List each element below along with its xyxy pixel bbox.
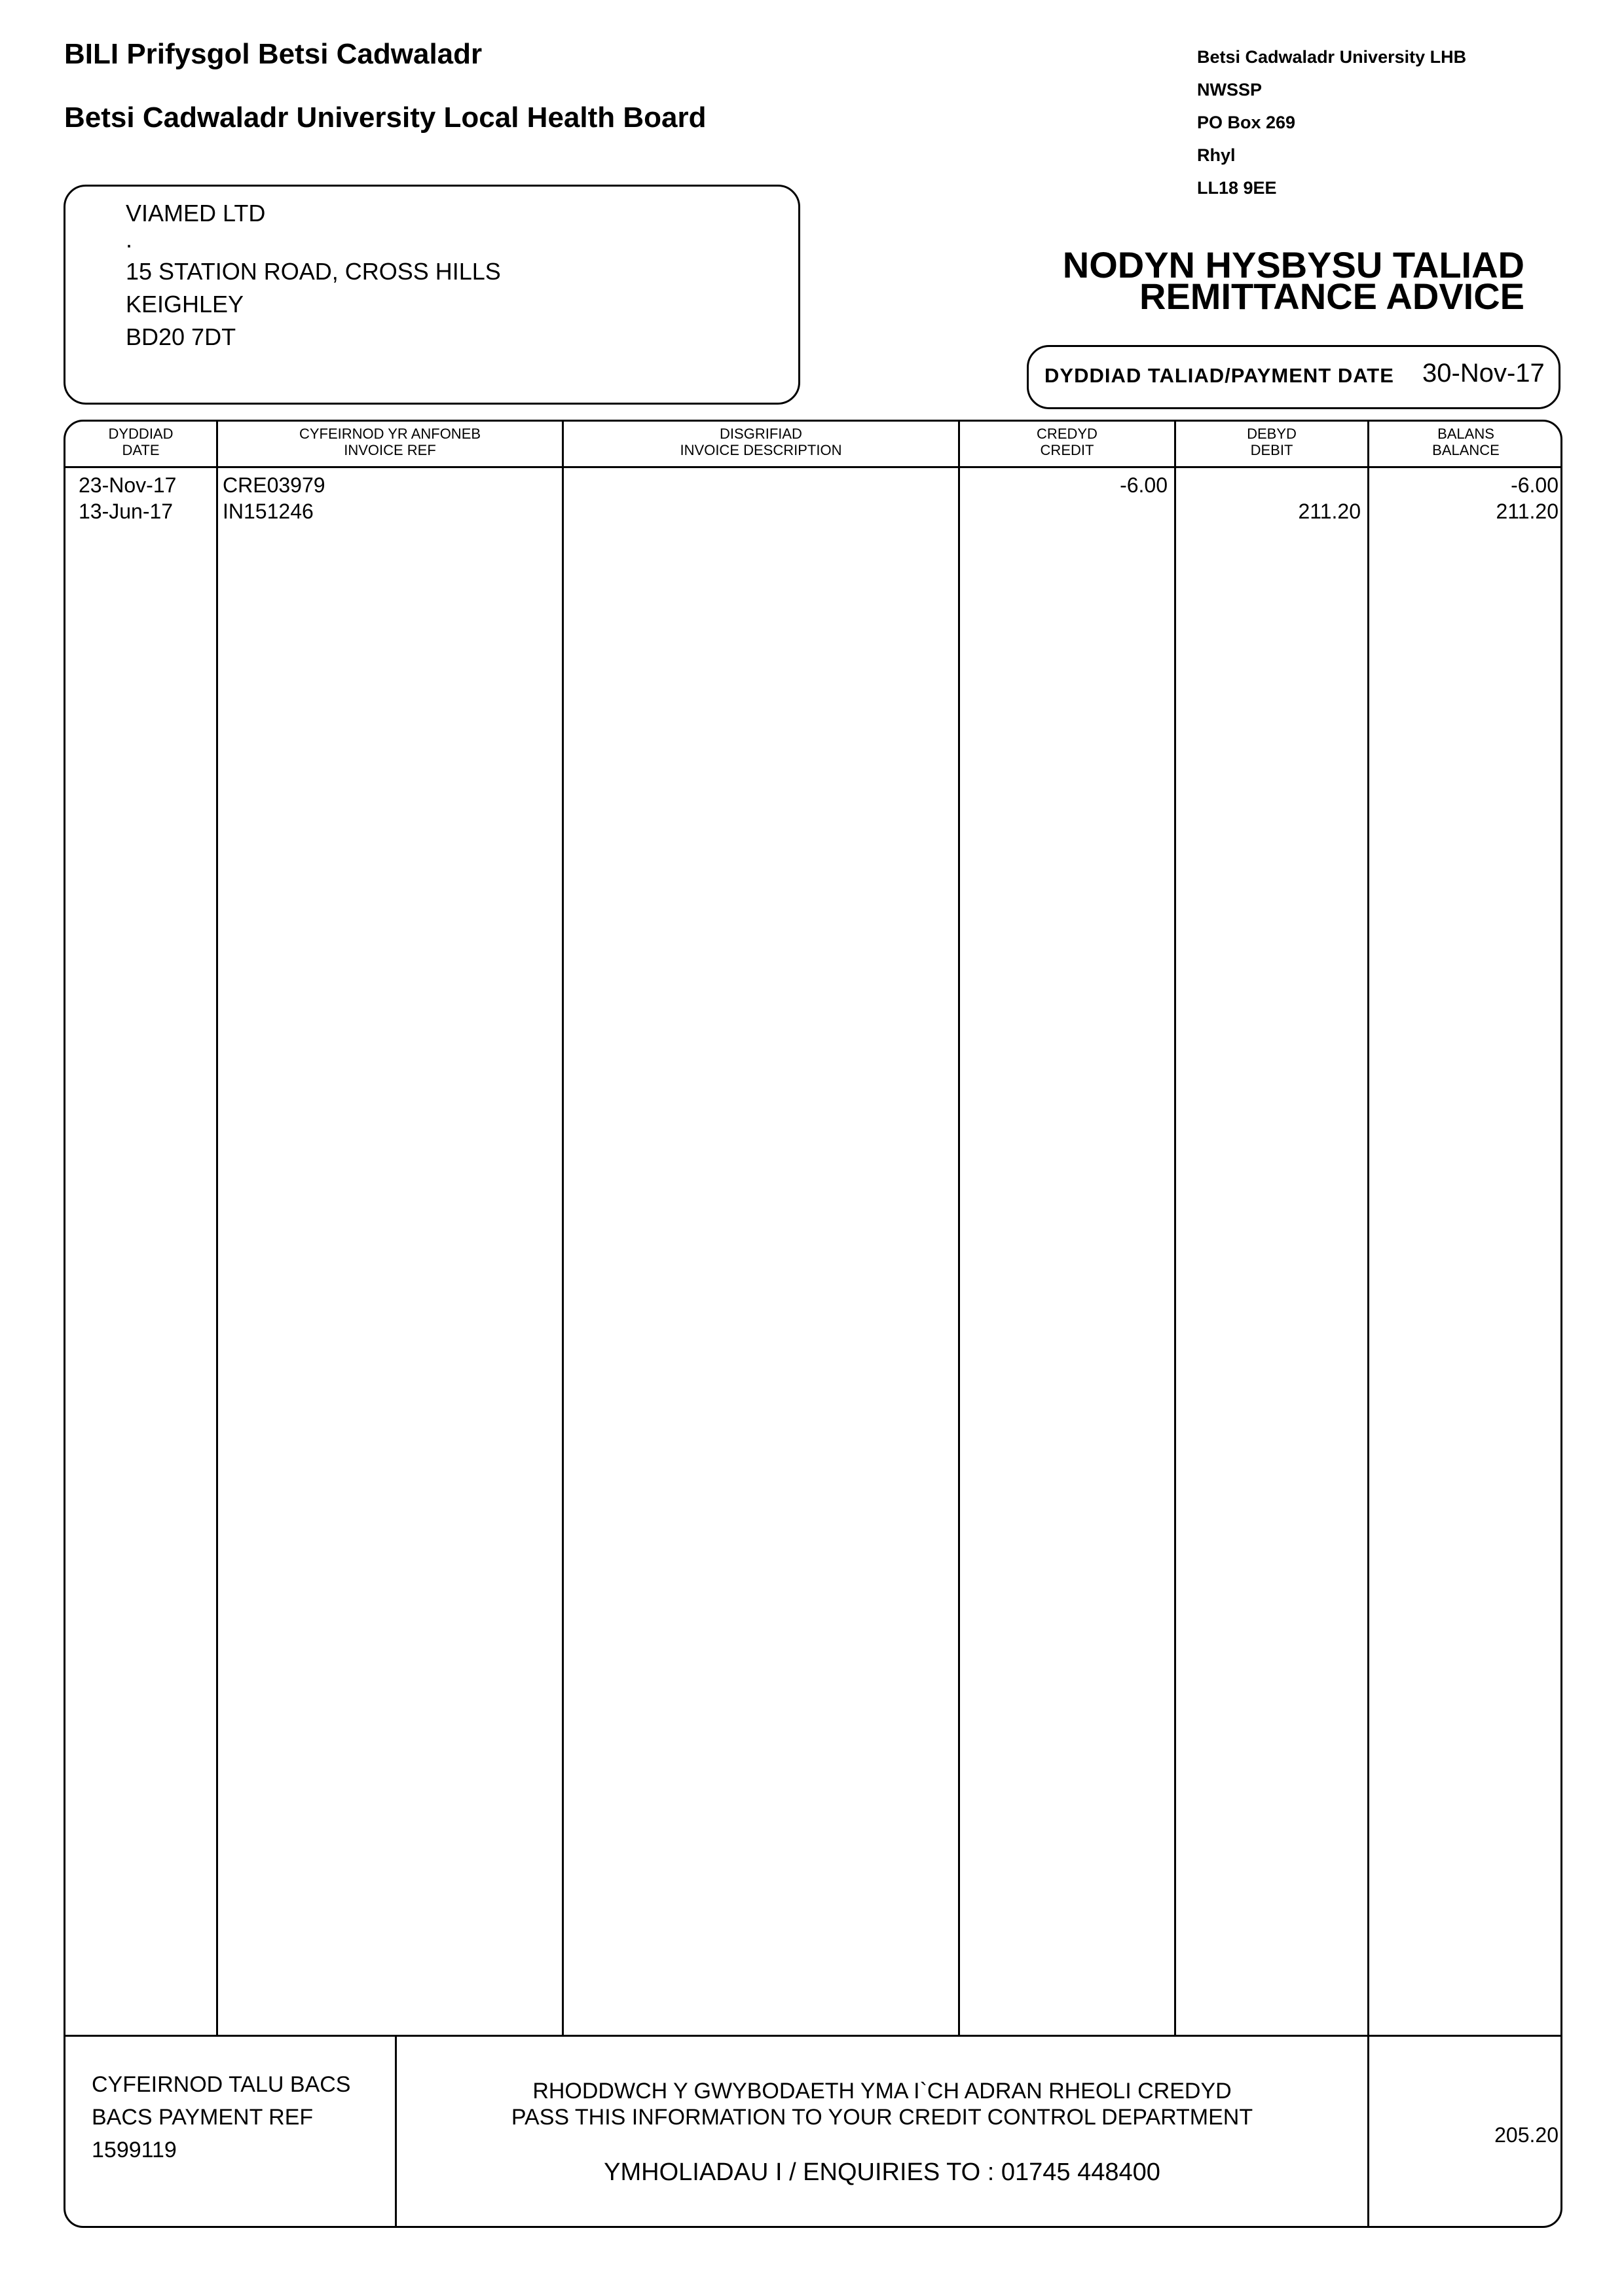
- column-header-invoice-ref-welsh: CYFEIRNOD YR ANFONEB: [299, 426, 481, 442]
- column-header-date-english: DATE: [122, 442, 160, 458]
- supplier-line-2: .: [126, 226, 133, 253]
- remittance-total: 205.20: [1494, 2123, 1559, 2147]
- column-header-balance: [1369, 426, 1562, 458]
- column-header-description-english: INVOICE DESCRIPTION: [680, 442, 842, 458]
- address-line-5: LL18 9EE: [1197, 178, 1277, 198]
- column-header-balance-welsh: BALANS: [1437, 426, 1494, 442]
- bacs-label-welsh: CYFEIRNOD TALU BACS: [92, 2072, 351, 2097]
- supplier-line-5: BD20 7DT: [126, 323, 236, 350]
- remittance-table: [64, 420, 1562, 2228]
- footer-divider: [395, 2035, 397, 2228]
- column-divider-1: [216, 420, 218, 2036]
- row-1-credit: -6.00: [1120, 473, 1168, 497]
- column-header-date: [65, 426, 216, 458]
- address-line-4: Rhyl: [1197, 145, 1236, 165]
- column-header-invoice-ref: [218, 426, 562, 458]
- address-line-1: Betsi Cadwaladr University LHB: [1197, 47, 1467, 67]
- column-header-description: [564, 426, 958, 458]
- org-name-english: Betsi Cadwaladr University Local Health Board: [64, 101, 707, 134]
- bacs-payment-ref: 1599119: [92, 2138, 177, 2162]
- column-header-credit-english: CREDIT: [1040, 442, 1094, 458]
- row-2-ref: IN151246: [223, 500, 314, 523]
- column-header-description-welsh: DISGRIFIAD: [720, 426, 802, 442]
- row-2-balance: 211.20: [1496, 500, 1559, 523]
- enquiries-line: YMHOLIADAU I / ENQUIRIES TO : 01745 448400: [604, 2159, 1160, 2186]
- supplier-line-4: KEIGHLEY: [126, 291, 244, 318]
- row-1-balance: -6.00: [1511, 473, 1559, 497]
- column-divider-3: [958, 420, 960, 2036]
- payment-date-label: DYDDIAD TALIAD/PAYMENT DATE: [1044, 364, 1394, 387]
- row-1-date: 23-Nov-17: [79, 473, 177, 497]
- row-2-debit: 211.20: [1298, 500, 1361, 523]
- address-line-3: PO Box 269: [1197, 113, 1296, 132]
- column-header-debit: [1176, 426, 1367, 458]
- payment-date-value: 30-Nov-17: [1422, 359, 1545, 388]
- address-line-2: NWSSP: [1197, 80, 1263, 100]
- title-welsh: NODYN HYSBYSU TALIAD: [1062, 244, 1524, 285]
- column-header-debit-english: DEBIT: [1250, 442, 1293, 458]
- notice-english: PASS THIS INFORMATION TO YOUR CREDIT CONTROL DEPARTMENT: [511, 2105, 1253, 2130]
- supplier-line-3: 15 STATION ROAD, CROSS HILLS: [126, 258, 501, 285]
- bacs-label-english: BACS PAYMENT REF: [92, 2105, 314, 2130]
- column-divider-2: [562, 420, 564, 2036]
- row-1-ref: CRE03979: [223, 473, 325, 497]
- supplier-line-1: VIAMED LTD: [126, 200, 266, 227]
- title-english: REMITTANCE ADVICE: [1139, 276, 1524, 317]
- column-header-invoice-ref-english: INVOICE REF: [344, 442, 436, 458]
- notice-welsh: RHODDWCH Y GWYBODAETH YMA I`CH ADRAN RHEOLI CREDYD: [532, 2079, 1232, 2104]
- column-header-credit-welsh: CREDYD: [1037, 426, 1098, 442]
- row-2-date: 13-Jun-17: [79, 500, 174, 523]
- column-header-date-welsh: DYDDIAD: [108, 426, 174, 442]
- column-header-debit-welsh: DEBYD: [1247, 426, 1297, 442]
- org-name-welsh: BILI Prifysgol Betsi Cadwaladr: [64, 38, 483, 70]
- column-divider-4: [1174, 420, 1176, 2036]
- column-header-credit: [960, 426, 1174, 458]
- table-footer-divider: [64, 2035, 1562, 2037]
- column-divider-5: [1367, 420, 1369, 2228]
- table-header-divider: [64, 466, 1562, 468]
- column-header-balance-english: BALANCE: [1432, 442, 1500, 458]
